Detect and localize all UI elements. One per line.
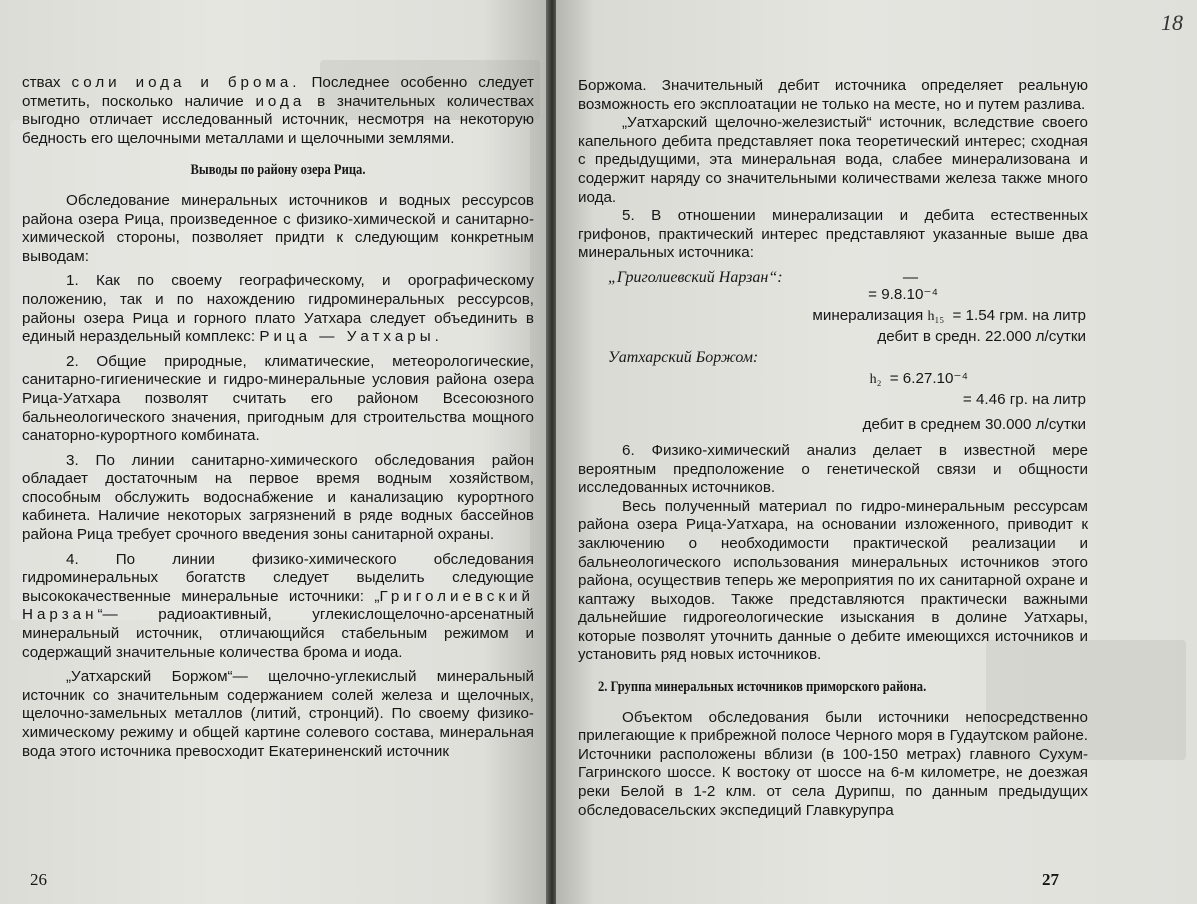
intro-spaced-iodine: иода bbox=[255, 92, 306, 110]
spring-2-debit: дебит в среднем 30.000 л/сутки bbox=[862, 415, 1086, 433]
spring-2-debit-row bbox=[578, 415, 1088, 436]
intro-spaced-text: соли иода и брома. bbox=[71, 74, 301, 91]
summary-paragraph: Весь полученный материал по гидро-минеральным рессурсам района озера Рица-Уатхара, на основании изложенного, приводит к заключению о необходимости практической реализации и бальнеологического использования минеральных источников этого района, осуществив теперь же мероприятия по их санитарной охране и каптажу выходов. Также представляются практически важными дальнейшие гидрогеологические изыскания в долине Уатхары, которые позволят уточнить данные о дебите имеющихся источников и установить ряд новых источников. bbox=[578, 497, 1088, 664]
left-text-column bbox=[22, 74, 534, 761]
right-page-number: 27 bbox=[1042, 870, 1059, 889]
spring-2-name: Уатхарский Боржом: bbox=[608, 348, 759, 366]
spring-2-symbol: h₂ bbox=[869, 371, 882, 387]
spring-2-val1-line bbox=[870, 369, 968, 389]
left-page bbox=[0, 0, 548, 904]
item-4-spaced: Григолиевский Нарзан bbox=[22, 587, 534, 624]
intro-text-2: Последнее особенно следует отметить, посколько наличие bbox=[22, 74, 534, 110]
conclusion-item-6: 6. Физико-химический анализ делает в известной мере вероятным предположение о генетической связи и общности исследованных источников. bbox=[578, 441, 1088, 497]
spring-2-header bbox=[578, 348, 1088, 369]
conclusion-item-2: 2. Общие природные, климатические, метеорологические, санитарно-гигиенические и гидро-минеральные условия района озера Рица-Уатхара позволят считать его районом Всесоюзного бальнеологического значения, пригодным для строительства мощного санаторно-курортного комбината. bbox=[22, 352, 534, 445]
right-page bbox=[556, 0, 1197, 904]
spring-1-name: „Григолиевский Нарзан“: bbox=[608, 268, 783, 286]
spring-1-debit: дебит в средн. 22.000 л/сутки bbox=[877, 327, 1086, 345]
spring-2-val1-row bbox=[578, 369, 1088, 390]
mineral-data-block bbox=[578, 268, 1088, 436]
spring-2-val2-row bbox=[578, 390, 1088, 411]
spring-1-mineral-line bbox=[812, 306, 1086, 326]
spring-1-val1-row bbox=[578, 285, 1088, 306]
spring-1-dash: — bbox=[902, 268, 918, 286]
intro-text-1: ствах bbox=[22, 74, 61, 91]
item-4-text-1: 4. По линии физико-химического обследования гидроминеральных богатств следует выделить следующие высококачественные минеральные источники: „ bbox=[22, 550, 534, 605]
item-4-text-2: “— радиоактивный, углекислощелочно-арсенатный минеральный источник, отличающийся стабельным режимом и содержащий значительные количества брома и иода. bbox=[22, 606, 534, 661]
left-page-number: 26 bbox=[30, 870, 47, 889]
mineralization-label: минерализация bbox=[812, 306, 924, 324]
conclusion-item-5: 5. В отношении минерализации и дебита естественных грифонов, практический интерес представляют указанные выше два минеральных источника: bbox=[578, 207, 1088, 262]
section-heading-ritsa: Выводы по району озера Рица. bbox=[190, 162, 366, 179]
continuation-paragraph: Боржома. Значительный дебит источника определяет реальную возможность его эксплоатации не только на месте, но и путем разлива. bbox=[578, 77, 1088, 113]
spring-1-symbol: h₁₅ bbox=[927, 308, 945, 324]
spring-1-debit-row bbox=[578, 327, 1088, 348]
spring-1-val2: = 1.54 грм. на литр bbox=[952, 306, 1086, 324]
conclusion-item-3: 3. По линии санитарно-химического обследования район обладает достаточным на первое время водным хозяйством, способным обслужить водоснабжение и канализацию курортного кабинета. Наличие некоторых загрязнений в ряде водных бассейнов района Рица требует срочного введения зоны санитарной охраны. bbox=[22, 451, 534, 544]
borjom-paragraph: „Уатхарский Боржом“— щелочно-углекислый минеральный источник со значительным содержанием солей железа и щелочных, щелочно-замельных металлов (литий, стронций). По своему физико-химическому режиму и общей картине солевого состава, минеральная вода этого источника превосходит Екатериненский источник bbox=[22, 668, 534, 760]
conclusion-item-4 bbox=[22, 551, 534, 663]
coastal-group-paragraph: Объектом обследования были источники непосредственно прилегающие к прибрежной полосе Черного моря в Гудаутском районе. Источники расположены вблизи (в 100-150 метрах) главного Сухум-Гагринского шоссе. К востоку от шоссе на 6-м километре, не доезжая реки Белой в 1-2 клм. от села Дурипш, по данным предыдущих обследовасельских экспедиций Главкурупра bbox=[578, 708, 1088, 819]
section-heading-coastal: 2. Группа минеральных источников приморского района. bbox=[598, 679, 927, 696]
item-1-text: 1. Как по своему географическому, и орографическому положению, так и по нахождению гидроминеральных рессурсов, районы озера Рица и горного плато Уатхара следует объединить в единый нераздельный комплекс: bbox=[22, 272, 534, 346]
spring-2-val1: = 6.27.10⁻⁴ bbox=[889, 369, 968, 387]
item-1-spaced: Рица — Уатхары. bbox=[259, 328, 443, 346]
spring-1-val1: = 9.8.10⁻⁴ bbox=[868, 285, 938, 303]
uatkhar-iron-paragraph: „Уатхарский щелочно-железистый“ источник, вследствие своего капельного дебита представляет пока теоретический интерес; сходная с предыдущими, эта минеральная вода, слабее минерализована и содержит наряду со значительными количествами железа также много иода. bbox=[578, 114, 1088, 206]
intro-text-3: в значительных количествах выгодно отличает исследованный источник, несмотря на некоторую бедность его щелочными металлами и щелочными землями. bbox=[22, 92, 534, 147]
spring-2-val2: = 4.46 гр. на литр bbox=[962, 390, 1086, 408]
conclusions-intro: Обследование минеральных источников и водных рессурсов района озера Рица, произведенное с физико-химической и санитарно-химической стороны, позволяет придти к следующим конкретным выводам: bbox=[22, 191, 534, 265]
intro-paragraph bbox=[22, 74, 534, 148]
spring-1-mineral-row bbox=[578, 306, 1088, 327]
corner-handwritten-mark: 18 bbox=[1161, 10, 1183, 35]
right-text-column bbox=[578, 77, 1088, 820]
conclusion-item-1 bbox=[22, 272, 534, 346]
